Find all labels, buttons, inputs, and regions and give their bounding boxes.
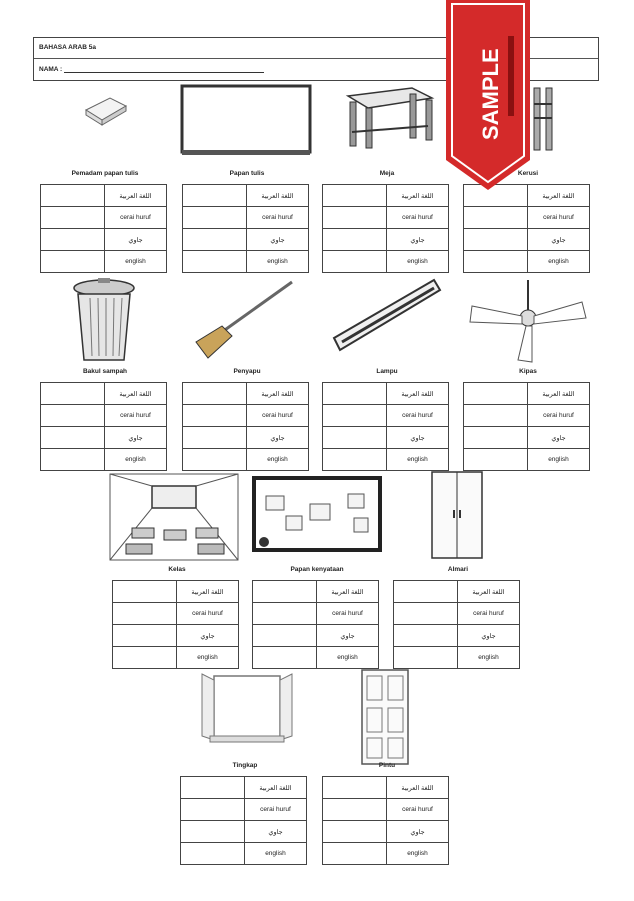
row-label-english: english bbox=[458, 647, 520, 669]
item-label-whiteboard: Papan tulis bbox=[229, 170, 265, 177]
item-label-fan: Kipas bbox=[519, 368, 537, 375]
row-label-jawi: جاوي bbox=[387, 821, 449, 843]
row-label-spelling: cerai huruf bbox=[528, 405, 590, 427]
answer-table-cabinet bbox=[393, 580, 520, 669]
row-label-spelling: cerai huruf bbox=[317, 603, 379, 625]
row-label-arabic: اللغة العربية bbox=[105, 185, 167, 207]
subject-title: BAHASA ARAB 5a bbox=[39, 44, 96, 51]
answer-cell[interactable] bbox=[253, 647, 317, 669]
answer-table-door bbox=[322, 776, 449, 865]
row-label-jawi: جاوي bbox=[105, 229, 167, 251]
row-label-jawi: جاوي bbox=[528, 229, 590, 251]
answer-cell[interactable] bbox=[41, 427, 105, 449]
answer-cell[interactable] bbox=[323, 405, 387, 427]
cabinet-picture bbox=[430, 470, 484, 560]
row-label-jawi: جاوي bbox=[177, 625, 239, 647]
answer-table-window bbox=[180, 776, 307, 865]
answer-cell[interactable] bbox=[464, 229, 528, 251]
answer-cell[interactable] bbox=[41, 405, 105, 427]
row-label-arabic: اللغة العربية bbox=[387, 777, 449, 799]
row-label-arabic: اللغة العربية bbox=[105, 383, 167, 405]
answer-cell[interactable] bbox=[323, 229, 387, 251]
row-label-arabic: اللغة العربية bbox=[528, 185, 590, 207]
row-label-arabic: اللغة العربية bbox=[458, 581, 520, 603]
answer-cell[interactable] bbox=[183, 383, 247, 405]
row-label-arabic: اللغة العربية bbox=[528, 383, 590, 405]
row-label-spelling: cerai huruf bbox=[387, 207, 449, 229]
row-label-spelling: cerai huruf bbox=[247, 207, 309, 229]
row-label-jawi: جاوي bbox=[105, 427, 167, 449]
notice-board-picture bbox=[252, 476, 382, 552]
row-label-spelling: cerai huruf bbox=[245, 799, 307, 821]
answer-cell[interactable] bbox=[41, 449, 105, 471]
item-label-lamp: Lampu bbox=[376, 368, 398, 375]
row-label-jawi: جاوي bbox=[247, 427, 309, 449]
answer-cell[interactable] bbox=[253, 603, 317, 625]
answer-cell[interactable] bbox=[181, 843, 245, 865]
row-label-jawi: جاوي bbox=[458, 625, 520, 647]
row-label-english: english bbox=[245, 843, 307, 865]
item-label-notice-board: Papan kenyataan bbox=[290, 566, 344, 573]
answer-cell[interactable] bbox=[181, 777, 245, 799]
answer-cell[interactable] bbox=[323, 383, 387, 405]
answer-cell[interactable] bbox=[394, 603, 458, 625]
trash-bin-picture bbox=[72, 276, 136, 364]
row-label-english: english bbox=[105, 251, 167, 273]
answer-cell[interactable] bbox=[323, 185, 387, 207]
answer-cell[interactable] bbox=[464, 449, 528, 471]
answer-cell[interactable] bbox=[41, 229, 105, 251]
item-label-broom: Penyapu bbox=[233, 368, 261, 375]
answer-cell[interactable] bbox=[183, 449, 247, 471]
row-label-spelling: cerai huruf bbox=[528, 207, 590, 229]
item-label-table: Meja bbox=[379, 170, 395, 177]
broom-picture bbox=[192, 280, 296, 360]
sample-watermark bbox=[446, 0, 530, 190]
answer-table-eraser bbox=[40, 184, 167, 273]
answer-cell[interactable] bbox=[41, 185, 105, 207]
row-label-jawi: جاوي bbox=[247, 229, 309, 251]
lamp-picture bbox=[330, 274, 442, 358]
row-label-jawi: جاوي bbox=[528, 427, 590, 449]
answer-table-class bbox=[112, 580, 239, 669]
table-picture bbox=[342, 82, 436, 152]
answer-cell[interactable] bbox=[183, 185, 247, 207]
name-label: NAMA : bbox=[39, 66, 63, 73]
answer-cell[interactable] bbox=[464, 405, 528, 427]
classroom-picture bbox=[108, 472, 240, 562]
answer-cell[interactable] bbox=[323, 427, 387, 449]
row-label-english: english bbox=[177, 647, 239, 669]
answer-cell[interactable] bbox=[181, 799, 245, 821]
row-label-english: english bbox=[528, 449, 590, 471]
answer-table-chair bbox=[463, 184, 590, 273]
whiteboard-picture bbox=[180, 84, 312, 158]
answer-cell[interactable] bbox=[394, 581, 458, 603]
answer-cell[interactable] bbox=[464, 383, 528, 405]
row-label-arabic: اللغة العربية bbox=[177, 581, 239, 603]
item-label-window: Tingkap bbox=[232, 762, 258, 769]
answer-cell[interactable] bbox=[323, 843, 387, 865]
item-label-class: Kelas bbox=[168, 566, 186, 573]
row-label-spelling: cerai huruf bbox=[387, 405, 449, 427]
eraser-picture bbox=[80, 92, 130, 128]
answer-table-table bbox=[322, 184, 449, 273]
answer-cell[interactable] bbox=[323, 821, 387, 843]
row-label-spelling: cerai huruf bbox=[177, 603, 239, 625]
row-label-spelling: cerai huruf bbox=[105, 405, 167, 427]
row-label-english: english bbox=[387, 251, 449, 273]
row-label-spelling: cerai huruf bbox=[105, 207, 167, 229]
answer-table-lamp bbox=[322, 382, 449, 471]
row-label-english: english bbox=[387, 843, 449, 865]
row-label-spelling: cerai huruf bbox=[247, 405, 309, 427]
name-field-line[interactable] bbox=[64, 65, 264, 73]
answer-cell[interactable] bbox=[113, 603, 177, 625]
door-picture bbox=[360, 668, 410, 766]
row-label-arabic: اللغة العربية bbox=[247, 383, 309, 405]
item-label-trash-bin: Bakul sampah bbox=[82, 368, 128, 375]
answer-cell[interactable] bbox=[464, 251, 528, 273]
answer-cell[interactable] bbox=[323, 251, 387, 273]
row-label-jawi: جاوي bbox=[387, 229, 449, 251]
row-label-arabic: اللغة العربية bbox=[387, 383, 449, 405]
answer-table-whiteboard bbox=[182, 184, 309, 273]
row-label-english: english bbox=[247, 251, 309, 273]
answer-cell[interactable] bbox=[323, 207, 387, 229]
answer-cell[interactable] bbox=[253, 625, 317, 647]
item-label-cabinet: Almari bbox=[447, 566, 469, 573]
answer-cell[interactable] bbox=[464, 207, 528, 229]
item-label-eraser: Pemadam papan tulis bbox=[71, 170, 139, 177]
answer-cell[interactable] bbox=[253, 581, 317, 603]
row-label-english: english bbox=[105, 449, 167, 471]
answer-table-fan bbox=[463, 382, 590, 471]
answer-table-broom bbox=[182, 382, 309, 471]
answer-cell[interactable] bbox=[113, 625, 177, 647]
answer-cell[interactable] bbox=[183, 229, 247, 251]
answer-cell[interactable] bbox=[181, 821, 245, 843]
row-label-arabic: اللغة العربية bbox=[247, 185, 309, 207]
answer-cell[interactable] bbox=[394, 625, 458, 647]
row-label-arabic: اللغة العربية bbox=[317, 581, 379, 603]
answer-cell[interactable] bbox=[113, 581, 177, 603]
answer-table-trash-bin bbox=[40, 382, 167, 471]
row-label-english: english bbox=[528, 251, 590, 273]
answer-cell[interactable] bbox=[183, 405, 247, 427]
answer-cell[interactable] bbox=[41, 383, 105, 405]
row-label-english: english bbox=[317, 647, 379, 669]
row-label-spelling: cerai huruf bbox=[387, 799, 449, 821]
answer-cell[interactable] bbox=[113, 647, 177, 669]
row-label-jawi: جاوي bbox=[245, 821, 307, 843]
item-label-door: Pintu bbox=[378, 762, 396, 769]
row-label-spelling: cerai huruf bbox=[458, 603, 520, 625]
ceiling-fan-picture bbox=[466, 278, 590, 364]
answer-cell[interactable] bbox=[464, 427, 528, 449]
answer-table-notice-board bbox=[252, 580, 379, 669]
answer-cell[interactable] bbox=[323, 799, 387, 821]
answer-cell[interactable] bbox=[183, 251, 247, 273]
answer-cell[interactable] bbox=[183, 207, 247, 229]
row-label-arabic: اللغة العربية bbox=[387, 185, 449, 207]
row-label-english: english bbox=[247, 449, 309, 471]
row-label-jawi: جاوي bbox=[317, 625, 379, 647]
answer-cell[interactable] bbox=[41, 251, 105, 273]
answer-cell[interactable] bbox=[323, 449, 387, 471]
row-label-arabic: اللغة العربية bbox=[245, 777, 307, 799]
answer-cell[interactable] bbox=[183, 427, 247, 449]
sample-watermark-text: SAMPLE bbox=[478, 48, 503, 140]
answer-cell[interactable] bbox=[41, 207, 105, 229]
row-label-english: english bbox=[387, 449, 449, 471]
answer-cell[interactable] bbox=[394, 647, 458, 669]
answer-cell[interactable] bbox=[323, 777, 387, 799]
item-label-chair: Kerusi bbox=[517, 170, 539, 177]
window-picture bbox=[200, 670, 294, 746]
row-label-jawi: جاوي bbox=[387, 427, 449, 449]
